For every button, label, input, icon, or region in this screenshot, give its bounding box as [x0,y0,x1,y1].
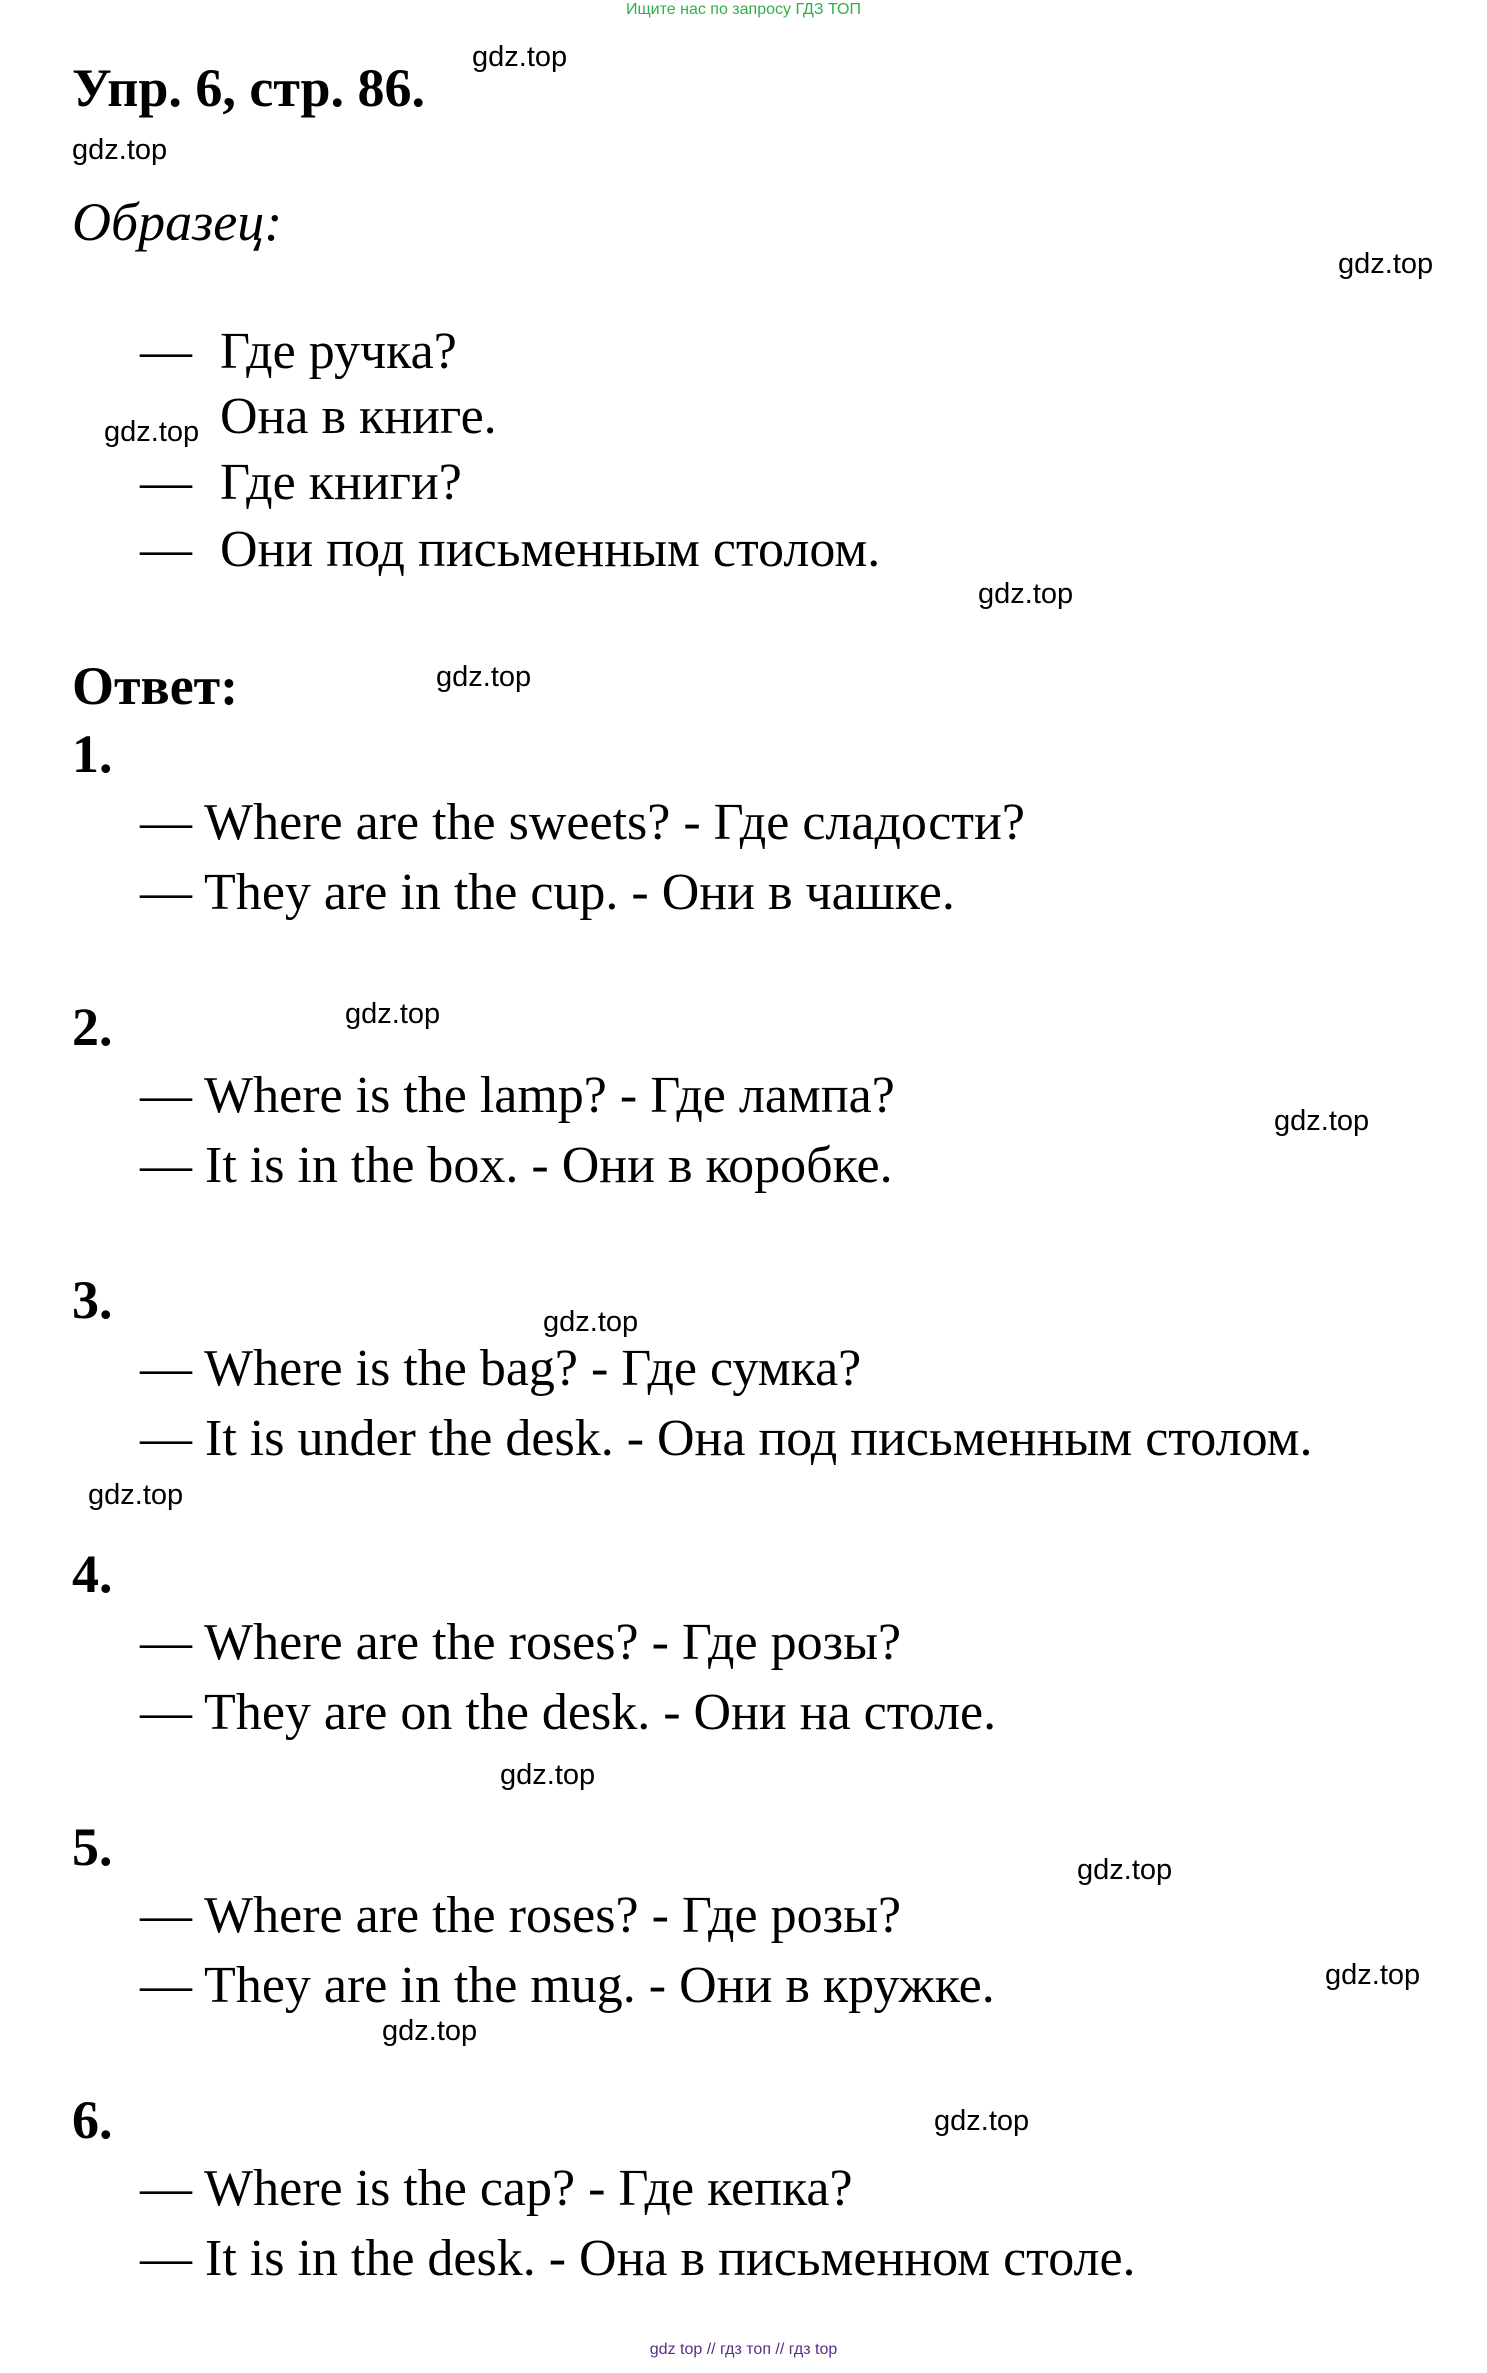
watermark: gdz.top [1338,248,1434,280]
watermark: gdz.top [436,661,532,693]
answer-question: — Where is the lamp? - Где лампа? [140,1067,895,1124]
watermark: gdz.top [1077,1854,1173,1886]
watermark: gdz.top [88,1479,184,1511]
watermark: gdz.top [978,578,1074,610]
top-banner: Ищите нас по запросу ГДЗ ТОП [626,1,861,18]
watermark: gdz.top [345,998,441,1030]
sample-line: Где ручка? [220,323,457,380]
answer-reply: — It is in the box. - Они в коробке. [140,1137,893,1194]
watermark: gdz.top [500,1759,596,1791]
watermark: gdz.top [472,41,568,73]
answer-question: — Where are the sweets? - Где сладости? [140,794,1025,851]
watermark: gdz.top [72,134,168,166]
sample-dash: — [140,521,192,578]
answer-number: 4. [72,1544,113,1604]
watermark: gdz.top [1325,1959,1421,1991]
footer-watermark: gdz top // гдз топ // гдз top [649,2341,838,2358]
watermark: gdz.top [104,416,200,448]
answer-label: Ответ: [72,656,239,716]
sample-line: Где книги? [220,454,462,511]
sample-line: Они под письменным столом. [220,521,881,578]
sample-line: Она в книге. [220,388,497,445]
sample-dash: — [140,323,192,380]
answer-question: — Where are the roses? - Где розы? [140,1614,902,1671]
sample-label: Образец: [72,192,283,252]
sample-dash: — [140,454,192,511]
watermark: gdz.top [543,1306,639,1338]
answer-question: — Where is the cap? - Где кепка? [140,2160,853,2217]
watermark: gdz.top [382,2015,478,2047]
answer-number: 2. [72,997,113,1057]
answer-number: 1. [72,724,113,784]
page-title: Упр. 6, стр. 86. [72,58,426,118]
watermark: gdz.top [934,2105,1030,2137]
answer-question: — Where are the roses? - Где розы? [140,1887,902,1944]
answer-reply: — It is under the desk. - Она под письменным столом. [140,1410,1313,1467]
answer-number: 3. [72,1270,113,1330]
answer-reply: — They are on the desk. - Они на столе. [140,1684,997,1741]
answer-reply: — It is in the desk. - Она в письменном столе. [140,2230,1136,2287]
answer-reply: — They are in the mug. - Они в кружке. [140,1957,995,2014]
answer-number: 6. [72,2090,113,2150]
answer-question: — Where is the bag? - Где сумка? [140,1340,862,1397]
answer-number: 5. [72,1817,113,1877]
watermark: gdz.top [1274,1105,1370,1137]
answer-reply: — They are in the cup. - Они в чашке. [140,864,955,921]
